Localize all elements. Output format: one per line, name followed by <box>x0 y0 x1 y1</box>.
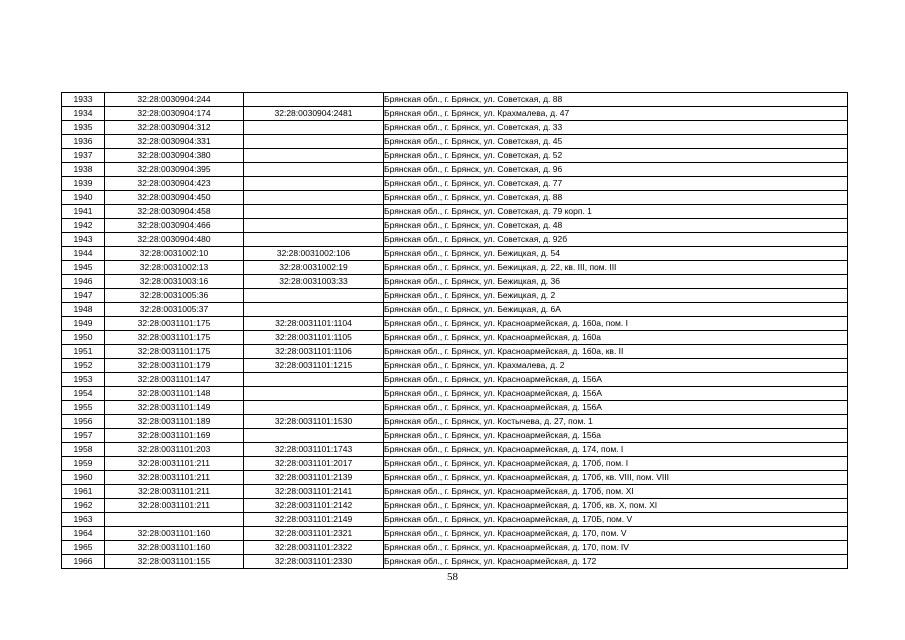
cadastral-number-cell: 32:28:0030904:174 <box>105 107 244 121</box>
row-number-cell: 1952 <box>62 359 105 373</box>
row-number-cell: 1945 <box>62 261 105 275</box>
cadastral-number-cell: 32:28:0031101:211 <box>105 485 244 499</box>
room-cadastral-number-cell <box>244 149 384 163</box>
row-number-cell: 1966 <box>62 555 105 569</box>
room-cadastral-number-cell <box>244 429 384 443</box>
room-cadastral-number-cell <box>244 401 384 415</box>
room-cadastral-number-cell: 32:28:0030904:2481 <box>244 107 384 121</box>
room-cadastral-number-cell: 32:28:0031101:2017 <box>244 457 384 471</box>
row-number-cell: 1961 <box>62 485 105 499</box>
cadastral-number-cell: 32:28:0030904:458 <box>105 205 244 219</box>
table-row <box>62 331 848 345</box>
address-cell: Брянская обл., г. Брянск, ул. Костычева, д. 27, пом. 1 <box>384 415 848 429</box>
row-number-cell: 1960 <box>62 471 105 485</box>
table-row <box>62 345 848 359</box>
table-row <box>62 149 848 163</box>
cadastral-number-cell: 32:28:0030904:466 <box>105 219 244 233</box>
address-cell: Брянская обл., г. Брянск, ул. Бежицкая, д. 36 <box>384 275 848 289</box>
cadastral-number-cell: 32:28:0030904:480 <box>105 233 244 247</box>
table-row <box>62 205 848 219</box>
row-number-cell: 1959 <box>62 457 105 471</box>
cadastral-number-cell: 32:28:0031101:155 <box>105 555 244 569</box>
cadastral-number-cell: 32:28:0031101:175 <box>105 345 244 359</box>
cadastral-number-cell: 32:28:0031101:189 <box>105 415 244 429</box>
row-number-cell: 1935 <box>62 121 105 135</box>
cadastral-number-cell: 32:28:0031005:37 <box>105 303 244 317</box>
table-row <box>62 429 848 443</box>
room-cadastral-number-cell: 32:28:0031101:1104 <box>244 317 384 331</box>
address-cell: Брянская обл., г. Брянск, ул. Бежицкая, д. 6А <box>384 303 848 317</box>
row-number-cell: 1946 <box>62 275 105 289</box>
room-cadastral-number-cell <box>244 93 384 107</box>
room-cadastral-number-cell: 32:28:0031101:1106 <box>244 345 384 359</box>
cadastral-number-cell: 32:28:0031101:148 <box>105 387 244 401</box>
row-number-cell: 1951 <box>62 345 105 359</box>
cadastral-number-cell: 32:28:0030904:244 <box>105 93 244 107</box>
cadastral-number-cell: 32:28:0031005:36 <box>105 289 244 303</box>
address-cell: Брянская обл., г. Брянск, ул. Советская, д. 48 <box>384 219 848 233</box>
room-cadastral-number-cell: 32:28:0031101:2330 <box>244 555 384 569</box>
row-number-cell: 1947 <box>62 289 105 303</box>
table-row <box>62 289 848 303</box>
address-cell: Брянская обл., г. Брянск, ул. Бежицкая, д. 22, кв. III, пом. III <box>384 261 848 275</box>
table-body <box>62 93 848 569</box>
table-row <box>62 135 848 149</box>
address-cell: Брянская обл., г. Брянск, ул. Крахмалева, д. 2 <box>384 359 848 373</box>
table-row <box>62 513 848 527</box>
table-row <box>62 219 848 233</box>
cadastral-number-cell: 32:28:0030904:395 <box>105 163 244 177</box>
table-row <box>62 359 848 373</box>
row-number-cell: 1964 <box>62 527 105 541</box>
table-row <box>62 527 848 541</box>
address-cell: Брянская обл., г. Брянск, ул. Крахмалева, д. 47 <box>384 107 848 121</box>
room-cadastral-number-cell: 32:28:0031101:2321 <box>244 527 384 541</box>
room-cadastral-number-cell <box>244 205 384 219</box>
table-row <box>62 373 848 387</box>
room-cadastral-number-cell: 32:28:0031101:2139 <box>244 471 384 485</box>
cadastral-number-cell: 32:28:0031101:160 <box>105 527 244 541</box>
row-number-cell: 1955 <box>62 401 105 415</box>
room-cadastral-number-cell <box>244 191 384 205</box>
table-row <box>62 471 848 485</box>
table-row <box>62 233 848 247</box>
address-cell: Брянская обл., г. Брянск, ул. Советская, д. 88 <box>384 93 848 107</box>
cadastral-number-cell <box>105 513 244 527</box>
room-cadastral-number-cell <box>244 121 384 135</box>
table-row <box>62 555 848 569</box>
address-cell: Брянская обл., г. Брянск, ул. Советская, д. 96 <box>384 163 848 177</box>
address-cell: Брянская обл., г. Брянск, ул. Красноармейская, д. 160а, пом. I <box>384 317 848 331</box>
room-cadastral-number-cell: 32:28:0031003:33 <box>244 275 384 289</box>
table-row <box>62 163 848 177</box>
row-number-cell: 1936 <box>62 135 105 149</box>
row-number-cell: 1942 <box>62 219 105 233</box>
row-number-cell: 1948 <box>62 303 105 317</box>
row-number-cell: 1963 <box>62 513 105 527</box>
table-row <box>62 93 848 107</box>
table-row <box>62 443 848 457</box>
row-number-cell: 1962 <box>62 499 105 513</box>
row-number-cell: 1934 <box>62 107 105 121</box>
table-row <box>62 387 848 401</box>
address-cell: Брянская обл., г. Брянск, ул. Советская, д. 45 <box>384 135 848 149</box>
cadastral-number-cell: 32:28:0030904:331 <box>105 135 244 149</box>
room-cadastral-number-cell: 32:28:0031101:1530 <box>244 415 384 429</box>
row-number-cell: 1953 <box>62 373 105 387</box>
room-cadastral-number-cell: 32:28:0031101:2141 <box>244 485 384 499</box>
room-cadastral-number-cell: 32:28:0031002:19 <box>244 261 384 275</box>
row-number-cell: 1949 <box>62 317 105 331</box>
cadastral-number-cell: 32:28:0030904:312 <box>105 121 244 135</box>
address-cell: Брянская обл., г. Брянск, ул. Красноармейская, д. 156а <box>384 429 848 443</box>
row-number-cell: 1933 <box>62 93 105 107</box>
row-number-cell: 1954 <box>62 387 105 401</box>
cadastral-number-cell: 32:28:0031101:211 <box>105 471 244 485</box>
cadastral-number-cell: 32:28:0031101:179 <box>105 359 244 373</box>
table-row <box>62 107 848 121</box>
cadastral-number-cell: 32:28:0030904:423 <box>105 177 244 191</box>
row-number-cell: 1957 <box>62 429 105 443</box>
address-cell: Брянская обл., г. Брянск, ул. Советская, д. 92б <box>384 233 848 247</box>
room-cadastral-number-cell <box>244 233 384 247</box>
cadastral-number-cell: 32:28:0031002:10 <box>105 247 244 261</box>
table-row <box>62 401 848 415</box>
cadastral-number-cell: 32:28:0031101:211 <box>105 457 244 471</box>
address-cell: Брянская обл., г. Брянск, ул. Красноармейская, д. 156А <box>384 401 848 415</box>
row-number-cell: 1940 <box>62 191 105 205</box>
room-cadastral-number-cell: 32:28:0031101:1105 <box>244 331 384 345</box>
address-cell: Брянская обл., г. Брянск, ул. Красноармейская, д. 170б, пом. I <box>384 457 848 471</box>
table-row <box>62 415 848 429</box>
cadastral-number-cell: 32:28:0031101:149 <box>105 401 244 415</box>
address-cell: Брянская обл., г. Брянск, ул. Советская, д. 77 <box>384 177 848 191</box>
room-cadastral-number-cell <box>244 163 384 177</box>
row-number-cell: 1965 <box>62 541 105 555</box>
room-cadastral-number-cell: 32:28:0031002:106 <box>244 247 384 261</box>
address-cell: Брянская обл., г. Брянск, ул. Красноармейская, д. 170б, кв. X, пом. XI <box>384 499 848 513</box>
address-cell: Брянская обл., г. Брянск, ул. Красноармейская, д. 170б, пом. XI <box>384 485 848 499</box>
address-cell: Брянская обл., г. Брянск, ул. Бежицкая, д. 2 <box>384 289 848 303</box>
cadastral-number-cell: 32:28:0031101:175 <box>105 331 244 345</box>
row-number-cell: 1944 <box>62 247 105 261</box>
table-row <box>62 261 848 275</box>
row-number-cell: 1938 <box>62 163 105 177</box>
address-cell: Брянская обл., г. Брянск, ул. Красноармейская, д. 172 <box>384 555 848 569</box>
room-cadastral-number-cell <box>244 289 384 303</box>
address-cell: Брянская обл., г. Брянск, ул. Красноармейская, д. 160а, кв. II <box>384 345 848 359</box>
room-cadastral-number-cell <box>244 219 384 233</box>
room-cadastral-number-cell: 32:28:0031101:2142 <box>244 499 384 513</box>
address-cell: Брянская обл., г. Брянск, ул. Красноармейская, д. 174, пом. I <box>384 443 848 457</box>
cadastral-number-cell: 32:28:0031002:13 <box>105 261 244 275</box>
table-row <box>62 121 848 135</box>
room-cadastral-number-cell: 32:28:0031101:1743 <box>244 443 384 457</box>
table-row <box>62 541 848 555</box>
page-number: 58 <box>447 571 458 583</box>
room-cadastral-number-cell <box>244 177 384 191</box>
cadastral-number-cell: 32:28:0031101:211 <box>105 499 244 513</box>
table-row <box>62 275 848 289</box>
table-row <box>62 317 848 331</box>
room-cadastral-number-cell <box>244 303 384 317</box>
address-cell: Брянская обл., г. Брянск, ул. Советская, д. 52 <box>384 149 848 163</box>
table-row <box>62 457 848 471</box>
address-cell: Брянская обл., г. Брянск, ул. Советская, д. 88 <box>384 191 848 205</box>
room-cadastral-number-cell <box>244 373 384 387</box>
room-cadastral-number-cell <box>244 135 384 149</box>
address-cell: Брянская обл., г. Брянск, ул. Красноармейская, д. 170Б, пом. V <box>384 513 848 527</box>
row-number-cell: 1956 <box>62 415 105 429</box>
table-row <box>62 177 848 191</box>
address-cell: Брянская обл., г. Брянск, ул. Советская, д. 79 корп. 1 <box>384 205 848 219</box>
row-number-cell: 1943 <box>62 233 105 247</box>
table-row <box>62 499 848 513</box>
room-cadastral-number-cell: 32:28:0031101:2149 <box>244 513 384 527</box>
row-number-cell: 1937 <box>62 149 105 163</box>
cadastral-number-cell: 32:28:0031101:169 <box>105 429 244 443</box>
property-registry-table <box>61 92 848 569</box>
row-number-cell: 1941 <box>62 205 105 219</box>
cadastral-number-cell: 32:28:0031101:203 <box>105 443 244 457</box>
cadastral-number-cell: 32:28:0031101:147 <box>105 373 244 387</box>
table-row <box>62 247 848 261</box>
cadastral-number-cell: 32:28:0030904:450 <box>105 191 244 205</box>
room-cadastral-number-cell: 32:28:0031101:1215 <box>244 359 384 373</box>
cadastral-number-cell: 32:28:0031003:16 <box>105 275 244 289</box>
room-cadastral-number-cell <box>244 387 384 401</box>
address-cell: Брянская обл., г. Брянск, ул. Красноармейская, д. 170, пом. IV <box>384 541 848 555</box>
row-number-cell: 1939 <box>62 177 105 191</box>
room-cadastral-number-cell: 32:28:0031101:2322 <box>244 541 384 555</box>
address-cell: Брянская обл., г. Брянск, ул. Красноармейская, д. 170, пом. V <box>384 527 848 541</box>
address-cell: Брянская обл., г. Брянск, ул. Бежицкая, д. 54 <box>384 247 848 261</box>
address-cell: Брянская обл., г. Брянск, ул. Советская, д. 33 <box>384 121 848 135</box>
table-row <box>62 485 848 499</box>
row-number-cell: 1958 <box>62 443 105 457</box>
address-cell: Брянская обл., г. Брянск, ул. Красноармейская, д. 156А <box>384 387 848 401</box>
address-cell: Брянская обл., г. Брянск, ул. Красноармейская, д. 156А <box>384 373 848 387</box>
table-row <box>62 303 848 317</box>
address-cell: Брянская обл., г. Брянск, ул. Красноармейская, д. 170б, кв. VIII, пом. VIII <box>384 471 848 485</box>
row-number-cell: 1950 <box>62 331 105 345</box>
cadastral-number-cell: 32:28:0031101:160 <box>105 541 244 555</box>
cadastral-number-cell: 32:28:0031101:175 <box>105 317 244 331</box>
cadastral-number-cell: 32:28:0030904:380 <box>105 149 244 163</box>
address-cell: Брянская обл., г. Брянск, ул. Красноармейская, д. 160а <box>384 331 848 345</box>
table-row <box>62 191 848 205</box>
